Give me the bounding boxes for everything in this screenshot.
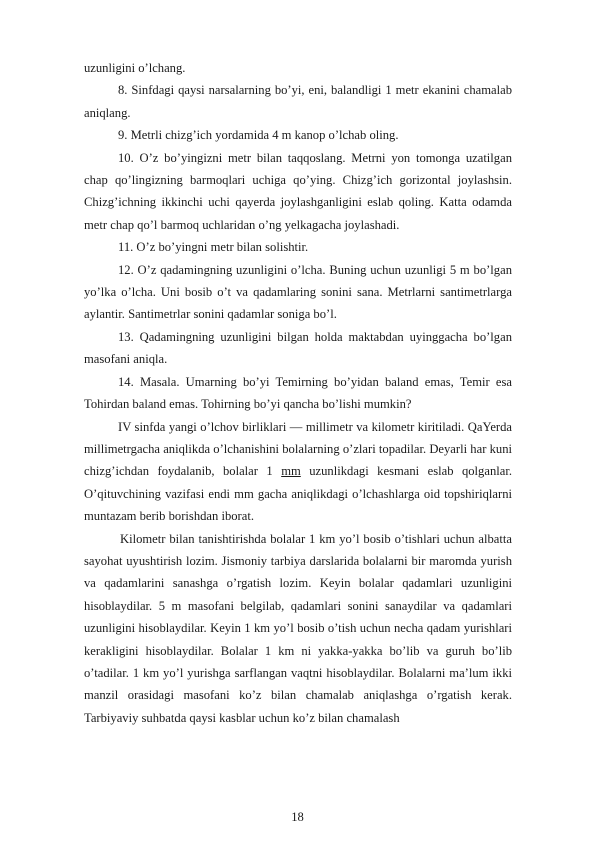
paragraph-millimetr-kilometr [84, 416, 512, 528]
paragraph-text-part: IV sinfda yangi o’lchov birliklari — millimetr va kilometr kiritiladi. QaYerda millimetrgacha aniqlikda o’lchanishini bolalarning o’zlari topadilar. Deyarli har kuni chizg’ichdan foydalanib, bolalar 1 [84, 419, 512, 479]
paragraph-item-9: 9. Metrli chizg’ich yordamida 4 m kanop o’lchab oling. [118, 128, 399, 143]
paragraph-item-12: 12. O’z qadamingning uzunligini o’lcha. Buning uchun uzunligi 5 m bo’lgan yo’lka o’lcha. Uni bosib o’t va qadamlaring sonini sana. Metrlarni santimetrlarga aylantir. Santimetrlar sonini qadamlar soniga bo’l. [84, 262, 512, 322]
page-number: 18 [291, 810, 304, 824]
paragraph-continuation: uzunligini o’lchang. [84, 61, 186, 75]
body-text [84, 57, 512, 729]
paragraph-kilometr-intro: Kilometr bilan tanishtirishda bolalar 1 km yo’l bosib o’tishlari uchun albatta sayohat uyushtirish lozim. Jismoniy tarbiya darslarida bolalarni bir maromda yurish va qadamlarini sanashga o’rgatish lozim. Keyin bolalar qadamlari uzunligini hisoblaydilar. 5 m masofani belgilab, qadamlari sonini sanaydilar va qadamlari uzunligini hisoblaydilar. Keyin 1 km yo’l bosib o’tish uchun necha qadam yurishlari kerakligini hisoblaydilar. Bolalar 1 km ni yakka-yakka bo’lib va guruh bo’lib o’tadilar. 1 km yo’l yurishga sarflangan vaqtni hisoblaydilar. Bolalarni ma’lum ikki manzil orasidagi masofani ko’z bilan chamalab aniqlashga o’rgatish kerak. Tarbiyaviy suhbatda qaysi kasblar uchun ko’z bilan chamalash [84, 531, 512, 725]
paragraph-item-11: 11. O’z bo’yingni metr bilan solishtir. [118, 240, 309, 255]
paragraph-item-8: 8. Sinfdagi qaysi narsalarning bo’yi, eni, balandligi 1 metr ekanini chamalab aniqlang. [84, 83, 512, 120]
paragraph-text-part: uzunlikdagi kesmani eslab qolganlar. O’qituvchining vazifasi endi mm gacha aniqlikdagi o’lchashlarga oid topshiriqlarni muntazam berib borishdan iborat. [84, 464, 512, 524]
underlined-unit-mm: mm [281, 464, 301, 479]
paragraph-item-13: 13. Qadamingning uzunligini bilgan holda maktabdan uyinggacha bo’lgan masofani aniqla. [84, 329, 512, 367]
paragraph-item-10: 10. O’z bo’yingizni metr bilan taqqoslang. Metrni yon tomonga uzatilgan chap qo’lingizning barmoqlari uchiga qo’ying. Chizg’ich gorizontal joylashsin. Chizg’ichning ikkinchi uchi qayerda joylashganligini eslab qoling. Katta odamda metr chap qo’l barmoq uchlaridan o’ng yelkagacha joylashadi. [84, 150, 512, 232]
paragraph-item-14: 14. Masala. Umarning bo’yi Temirning bo’yidan baland emas, Temir esa Tohirdan baland emas. Tohirning bo’yi qancha bo’lishi mumkin? [84, 374, 512, 412]
